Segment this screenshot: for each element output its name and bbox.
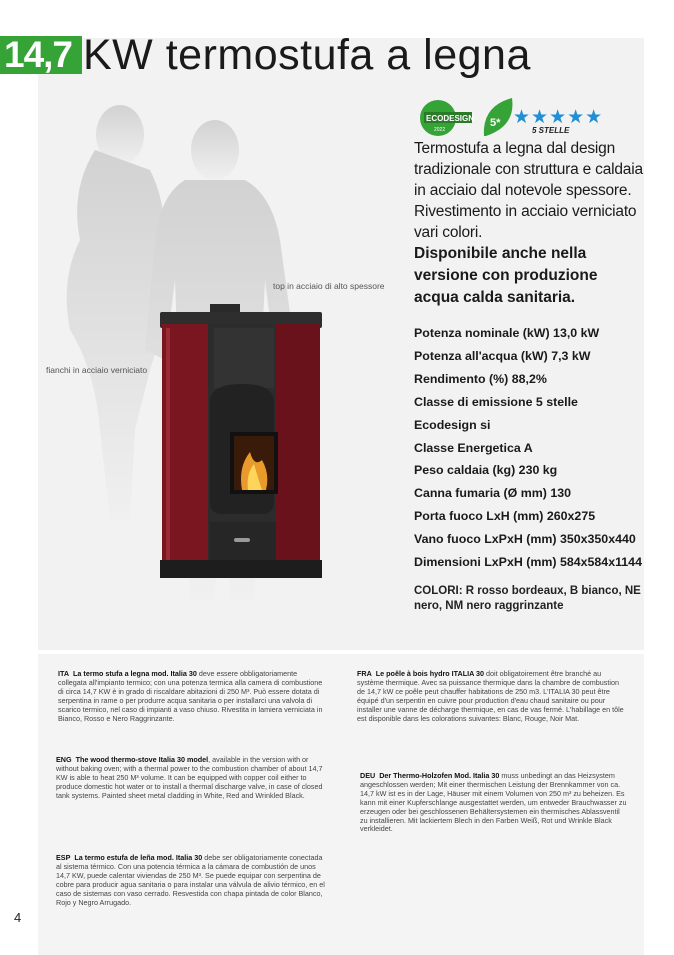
ecodesign-badge — [416, 98, 474, 138]
svg-text:5*: 5* — [490, 117, 501, 129]
spec-item: Classe Energetica A — [414, 440, 533, 455]
translation-text: doit obligatoirement être branché au système thermique. Avec sa puissance thermique dans la chambre de combustion de 14,7 kW ce poêle peut chauffer habitations de 250 m3. L'ITALIA 30 peut être équipé d'un serpentin en cuivre pour production d'eau chaud sanitaire ou pour installer une vanne de décharge thermique, en cas de vas fermé. L'habillage en tôle est disponible dans les colorations suivantes: Blanc, Rouge, Noir Mat. — [357, 669, 624, 723]
translation-eng — [56, 756, 326, 801]
page-number: 4 — [14, 910, 22, 925]
spec-item: Peso caldaia (kg) 230 kg — [414, 463, 558, 478]
spec-item: Vano fuoco LxPxH (mm) 350x350x440 — [414, 532, 636, 547]
side-material-label: fianchi in acciaio verniciato — [46, 365, 148, 375]
translation-text: muss unbedingt an das Heizsystem angeschlossen werden; Mit einer thermischen Leistung der Brennkammer von ca. 14,7 kW ist es in der Lage, Häuser mit einem Volumen von 250 m³ zu beheizen. Es kann mit einer Kupferschlange ausgestattet werden, um entweder Brauchwasser zu erzeugen oder bei geschlossenen Behältersystemen ein thermisches Ablassventil zu installieren. Mit lackiertem Blech in den Farben Weiß, Rot und Wrinkle Black verkleidet. — [360, 771, 627, 834]
spec-item: Canna fumaria (Ø mm) 130 — [414, 486, 571, 501]
title-text: KW termostufa a legna — [83, 31, 531, 79]
rating-stars: ★★★★★ — [513, 107, 604, 128]
translation-title: La termo estufa de leña mod. Italia 30 — [74, 853, 203, 862]
product-description: Termostufa a legna dal design tradizionale con struttura e caldaia in acciaio dal notevole spessore. Rivestimento in acciaio verniciato vari colori. — [414, 140, 643, 241]
spec-item: Rendimento (%) 88,2% — [414, 371, 547, 386]
eco-text: ECODESIGN — [426, 114, 474, 123]
color-options: COLORI: R rosso bordeaux, B bianco, NE nero, NM nero raggrinzante — [414, 585, 641, 612]
lang-code: ENG — [56, 755, 72, 764]
lang-code: FRA — [357, 669, 372, 678]
spec-item: Ecodesign si — [414, 417, 491, 432]
spec-item: Potenza nominale (kW) 13,0 kW — [414, 326, 600, 340]
translation-esp — [56, 854, 326, 907]
stove-image — [158, 302, 324, 582]
lang-code: ESP — [56, 853, 71, 862]
translation-title: The wood thermo-stove Italia 30 model — [75, 755, 209, 764]
eco-year: 2022 — [434, 127, 446, 133]
translation-title: La termo stufa a legna mod. Italia 30 — [73, 669, 197, 678]
spec-list — [414, 322, 654, 574]
translation-text: , available in the version with or without baking oven; with a thermal power to the combustion chamber of about 14,7 KW is able to heat 250 M³ volume. It can be equipped with copper coil either to produce domestic hot water or to install a thermal discharge valve, in case of closed tank systems. Painted sheet metal cladding in White, Red and Wrinkled Black. — [56, 755, 323, 800]
product-highlight: Disponibile anche nella versione con produzione acqua calda sanitaria. — [414, 245, 598, 306]
top-material-label: top in acciaio di alto spessore — [273, 281, 385, 291]
translation-title: Le poêle à bois hydro ITALIA 30 — [375, 669, 485, 678]
translation-title: Der Thermo-Holzofen Mod. Italia 30 — [379, 771, 500, 780]
translation-ita — [58, 670, 326, 723]
spec-item: Classe di emissione 5 stelle — [414, 394, 578, 409]
translation-fra — [357, 670, 628, 723]
title-number-badge: 14,7 — [0, 36, 82, 74]
spec-item: Dimensioni LxPxH (mm) 584x584x1144 — [414, 555, 642, 570]
stars-label: 5 STELLE — [532, 126, 570, 135]
spec-item: Potenza all'acqua (kW) 7,3 kW — [414, 348, 591, 363]
translation-text: debe ser obligatoriamente conectada al sistema térmico. Con una potencia térmica a la cámara de combustión de unos 14,7 KW, puede calentar viviendas de 250 M³. Se puede equipar con serpentina de cobre para producir agua sanitaria o para instalar una válvula de alivio térmico, en el caso de sistemas con vaso cerrado. Resvestida con chapa pintada de color Blanco, Rojo y Negro Arrugado. — [56, 853, 325, 907]
spec-item: Porta fuoco LxH (mm) 260x275 — [414, 509, 596, 524]
translation-deu — [360, 772, 628, 834]
translation-text: deve essere obbligatoriamente collegata all'impianto termico; con una potenza termica alla camera di combustione di circa 14,7 KW è in grado di riscaldare abitazioni di 250 M³. Può essere dotata di serpentina in rame o per produrre acqua sanitaria o per installarci una valvola di scarico termico, nel caso di impianti a vaso chiuso. Rivestita in lamiera verniciata in Bianco, Rosso e Nero Raggrinzante. — [58, 669, 323, 723]
lang-code: DEU — [360, 771, 376, 780]
leaf-star-icon — [480, 96, 516, 138]
lang-code: ITA — [58, 669, 70, 678]
